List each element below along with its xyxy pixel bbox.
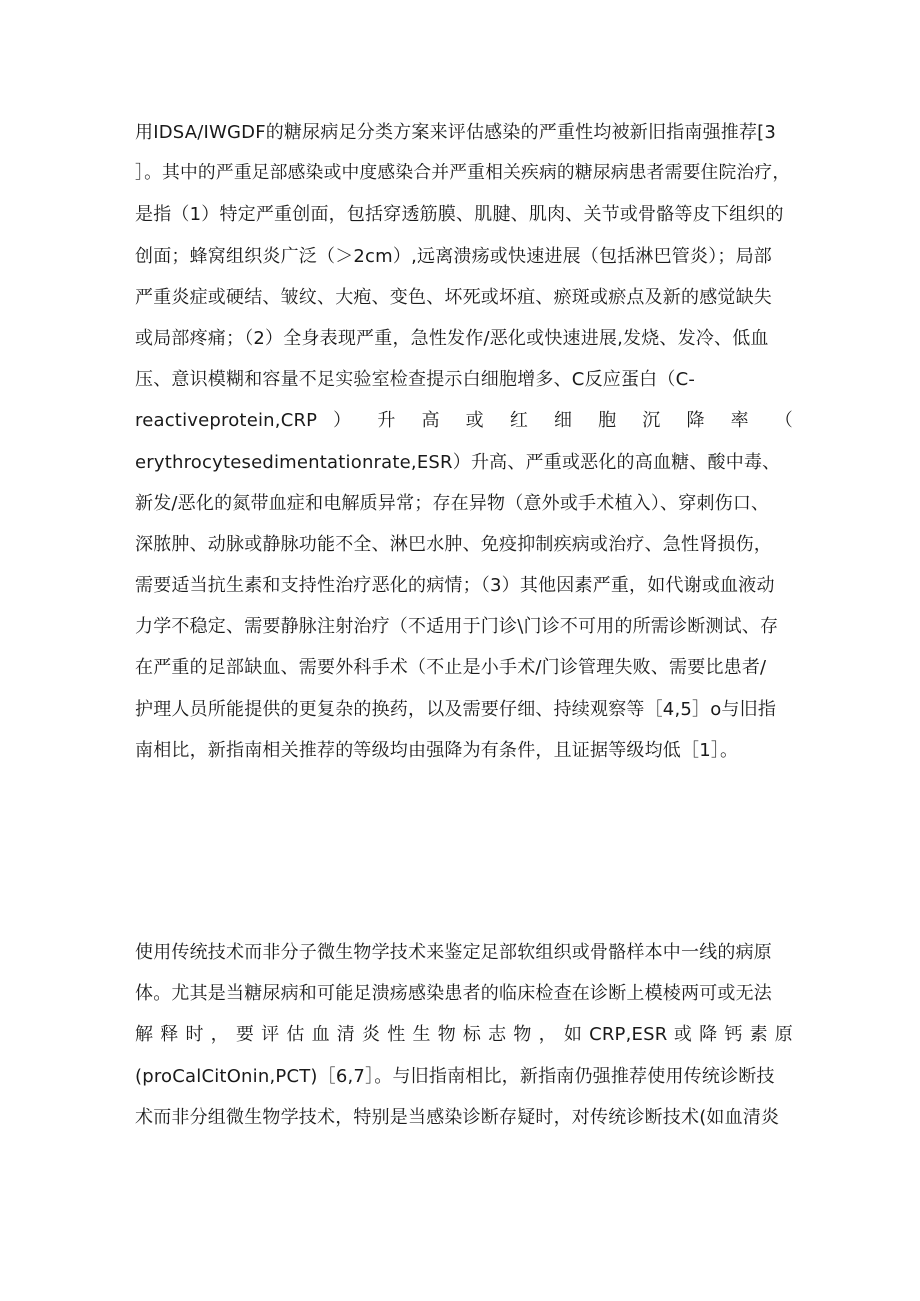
text-line: 创面；蜂窝组织炎广泛（＞2cm）,远离溃疡或快速进展（包括淋巴管炎）；局部 [135, 245, 773, 267]
text-line: 新发/恶化的氮带血症和电解质异常；存在异物（意外或手术植入）、穿刺伤口、 [135, 492, 770, 514]
text-line: 术而非分组微生物学技术，特别是当感染诊断存疑时，对传统诊断技术(如血清炎 [135, 1106, 780, 1128]
text-line: 力学不稳定、需要静脉注射治疗（不适用于门诊\门诊不可用的所需诊断测试、存 [135, 616, 779, 638]
text-line: ］。其中的严重足部感染或中度感染合并严重相关疾病的糖尿病患者需要住院治疗， [135, 163, 791, 184]
text-line: 需要适当抗生素和支持性治疗恶化的病情；（3）其他因素严重，如代谢或血液动 [135, 575, 775, 597]
text-line: 使用传统技术而非分子微生物学技术来鉴定足部软组织或骨骼样本中一线的病原 [135, 942, 772, 963]
text-line: 用IDSA/IWGDF的糖尿病足分类方案来评估感染的严重性均被新旧指南强推荐[3 [135, 122, 777, 143]
text-line: 体。尤其是当糖尿病和可能足溃疡感染患者的临床检查在诊断上模棱两可或无法 [135, 983, 772, 1005]
text-line: 是指（1）特定严重创面，包括穿透筋膜、肌腱、肌肉、关节或骨骼等皮下组织的 [135, 204, 784, 226]
text-line: 深脓肿、动脉或静脉功能不全、淋巴水肿、免疫抑制疾病或治疗、急性肾损伤， [135, 533, 772, 555]
text-line: erythrocytesedimentationrate,ESR）升高、严重或恶化的高血糖、酸中毒、 [135, 451, 781, 473]
text-line: 或局部疼痛；（2）全身表现严重，急性发作/恶化或快速进展,发烧、发冷、低血 [135, 327, 769, 349]
text-line: 压、意识模糊和容量不足实验室检查提示白细胞增多、C反应蛋白（C- [135, 369, 696, 391]
paragraph-infection-severity [135, 112, 793, 771]
text-line: reactiveprotein,CRP ） 升 高 或 红 细 胞 沉 降 率 （ [135, 410, 793, 432]
text-line: (proCalCitOnin,PCT)［6,7］。与旧指南相比，新指南仍强推荐使用传统诊断技 [135, 1065, 775, 1087]
text-line: 护理人员所能提供的更复杂的换药，以及需要仔细、持续观察等［4,5］o与旧指 [135, 698, 777, 720]
text-line: 解 释 时 ， 要 评 估 血 清 炎 性 生 物 标 志 物 ， 如 CRP,ESR 或 降 钙 素 原 [135, 1024, 793, 1046]
text-line: 南相比，新指南相关推荐的等级均由强降为有条件，且证据等级均低［1］。 [135, 739, 739, 761]
text-line: 在严重的足部缺血、需要外科手术（不止是小手术/门诊管理失败、需要比患者/ [135, 657, 767, 679]
paragraph-pathogen-identification [135, 932, 793, 1138]
text-line: 严重炎症或硬结、皱纹、大疱、变色、坏死或坏疽、瘀斑或瘀点及新的感觉缺失 [135, 286, 772, 308]
